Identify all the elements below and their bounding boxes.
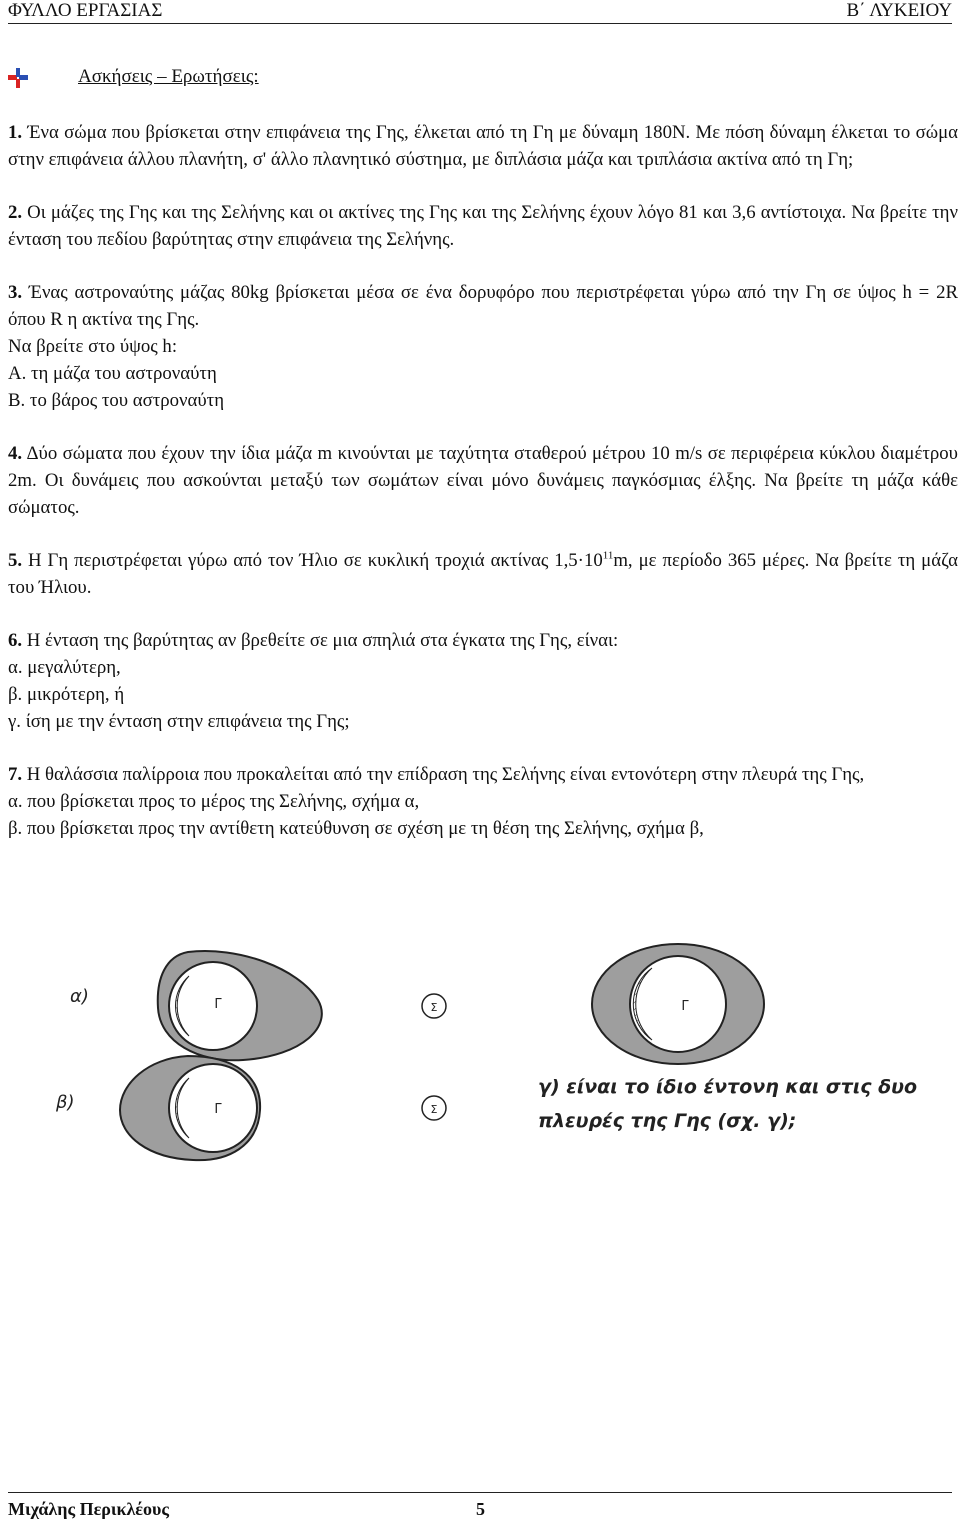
bullet-cross-icon — [8, 68, 28, 88]
tides-diagram — [48, 938, 948, 1178]
moon-label-a: Σ — [430, 1001, 438, 1014]
figure-caption-c: γ) είναι το ίδιο έντονη και στις δυο πλευρές της Γης (σχ. γ); — [538, 1076, 918, 1132]
question-text-continued: m, με περίοδο 365 μέρες. Να βρείτε τη μάζα του Ήλιου. — [8, 550, 959, 598]
moon-label-b: Σ — [430, 1103, 438, 1116]
figure-c — [592, 944, 764, 1064]
question-text: Η Γη περιστρέφεται γύρω από τον Ήλιο σε κυκλική τροχιά ακτίνας 1,5·10 — [28, 550, 603, 571]
question-3 — [8, 279, 958, 414]
question-6 — [8, 627, 958, 735]
question-text: Η ένταση της βαρύτητας αν βρεθείτε σε μια σπηλιά στα έγκατα της Γης, είναι: — [26, 630, 619, 651]
earth-label-c: Γ — [681, 999, 689, 1014]
question-number: 6. — [8, 630, 23, 651]
question-text: Δύο σώματα που έχουν την ίδια μάζα m κινούνται με ταχύτητα σταθερού μέτρου 10 m/s σε περιφέρεια κύκλου διαμέτρου 2m. Οι δυνάμεις που ασκούνται μεταξύ των σωμάτων είναι μόνο δυνάμεις παγκόσμιας έλξης. Να βρείτε τη μάζα κάθε σώματος. — [8, 443, 958, 518]
question-option: Α. τη μάζα του αστροναύτη — [8, 363, 217, 384]
earth-label-a: Γ — [214, 997, 222, 1012]
question-option: γ. ίση με την ένταση στην επιφάνεια της Γης; — [8, 711, 350, 732]
question-number: 4. — [8, 443, 23, 464]
question-option: Β. το βάρος του αστροναύτη — [8, 390, 225, 411]
question-5 — [8, 547, 958, 601]
header-grade: Β΄ ΛΥΚΕΙΟΥ — [846, 0, 952, 21]
question-text: Ένας αστροναύτης μάζας 80kg βρίσκεται μέσα σε ένα δορυφόρο που περιστρέφεται γύρω από την Γη σε ύψος h = 2R όπου R η ακτίνα της Γης. — [8, 282, 958, 330]
questions-list — [8, 119, 958, 868]
question-2 — [8, 199, 958, 253]
question-number: 1. — [8, 122, 23, 143]
earth-c — [630, 956, 726, 1052]
exponent: 11 — [602, 549, 614, 562]
question-option: α. που βρίσκεται προς το μέρος της Σελήνης, σχήμα α, — [8, 791, 420, 812]
question-number: 7. — [8, 764, 23, 785]
page-header — [8, 0, 952, 24]
question-text: Η θαλάσσια παλίρροια που προκαλείται από την επίδραση της Σελήνης είναι εντονότερη στην πλευρά της Γης, — [26, 764, 865, 785]
earth-label-b: Γ — [214, 1102, 222, 1117]
earth-b — [169, 1064, 257, 1152]
question-4 — [8, 440, 958, 521]
author-name: Μιχάλης Περικλέους — [8, 1499, 169, 1519]
question-text: Ένα σώμα που βρίσκεται στην επιφάνεια της Γης, έλκεται από τη Γη με δύναμη 180Ν. Με πόση δύναμη έλκεται το σώμα στην επιφάνεια άλλου πλανήτη, σ' άλλο πλανητικό σύστημα, με διπλάσια μάζα και τριπλάσια ακτίνα από τη Γη; — [8, 122, 959, 170]
question-option: β. που βρίσκεται προς την αντίθετη κατεύθυνση σε σχέση με τη θέση της Σελήνης, σχήμα β, — [8, 818, 704, 839]
figure-a — [70, 951, 446, 1060]
label-a: α) — [70, 986, 89, 1007]
question-option: α. μεγαλύτερη, — [8, 657, 121, 678]
section-title: Ασκήσεις – Ερωτήσεις: — [78, 66, 259, 87]
question-option: β. μικρότερη, ή — [8, 684, 125, 705]
label-b: β) — [56, 1092, 75, 1113]
earth-a — [169, 962, 257, 1050]
tides-figure — [48, 938, 948, 1178]
page-footer — [8, 1492, 952, 1524]
question-number: 3. — [8, 282, 23, 303]
figure-b — [55, 1056, 446, 1160]
page-number: 5 — [476, 1499, 485, 1519]
question-text: Οι μάζες της Γης και της Σελήνης και οι ακτίνες της Γης και της Σελήνης έχουν λόγο 81 και 3,6 αντίστοιχα. Να βρείτε την ένταση του πεδίου βαρύτητας στην επιφάνεια της Σελήνης. — [8, 202, 958, 250]
question-1 — [8, 119, 958, 173]
header-title: ΦΥΛΛΟ ΕΡΓΑΣΙΑΣ — [8, 0, 163, 21]
question-number: 5. — [8, 550, 23, 571]
question-line: Να βρείτε στο ύψος h: — [8, 336, 178, 357]
question-number: 2. — [8, 202, 23, 223]
question-7 — [8, 761, 958, 842]
